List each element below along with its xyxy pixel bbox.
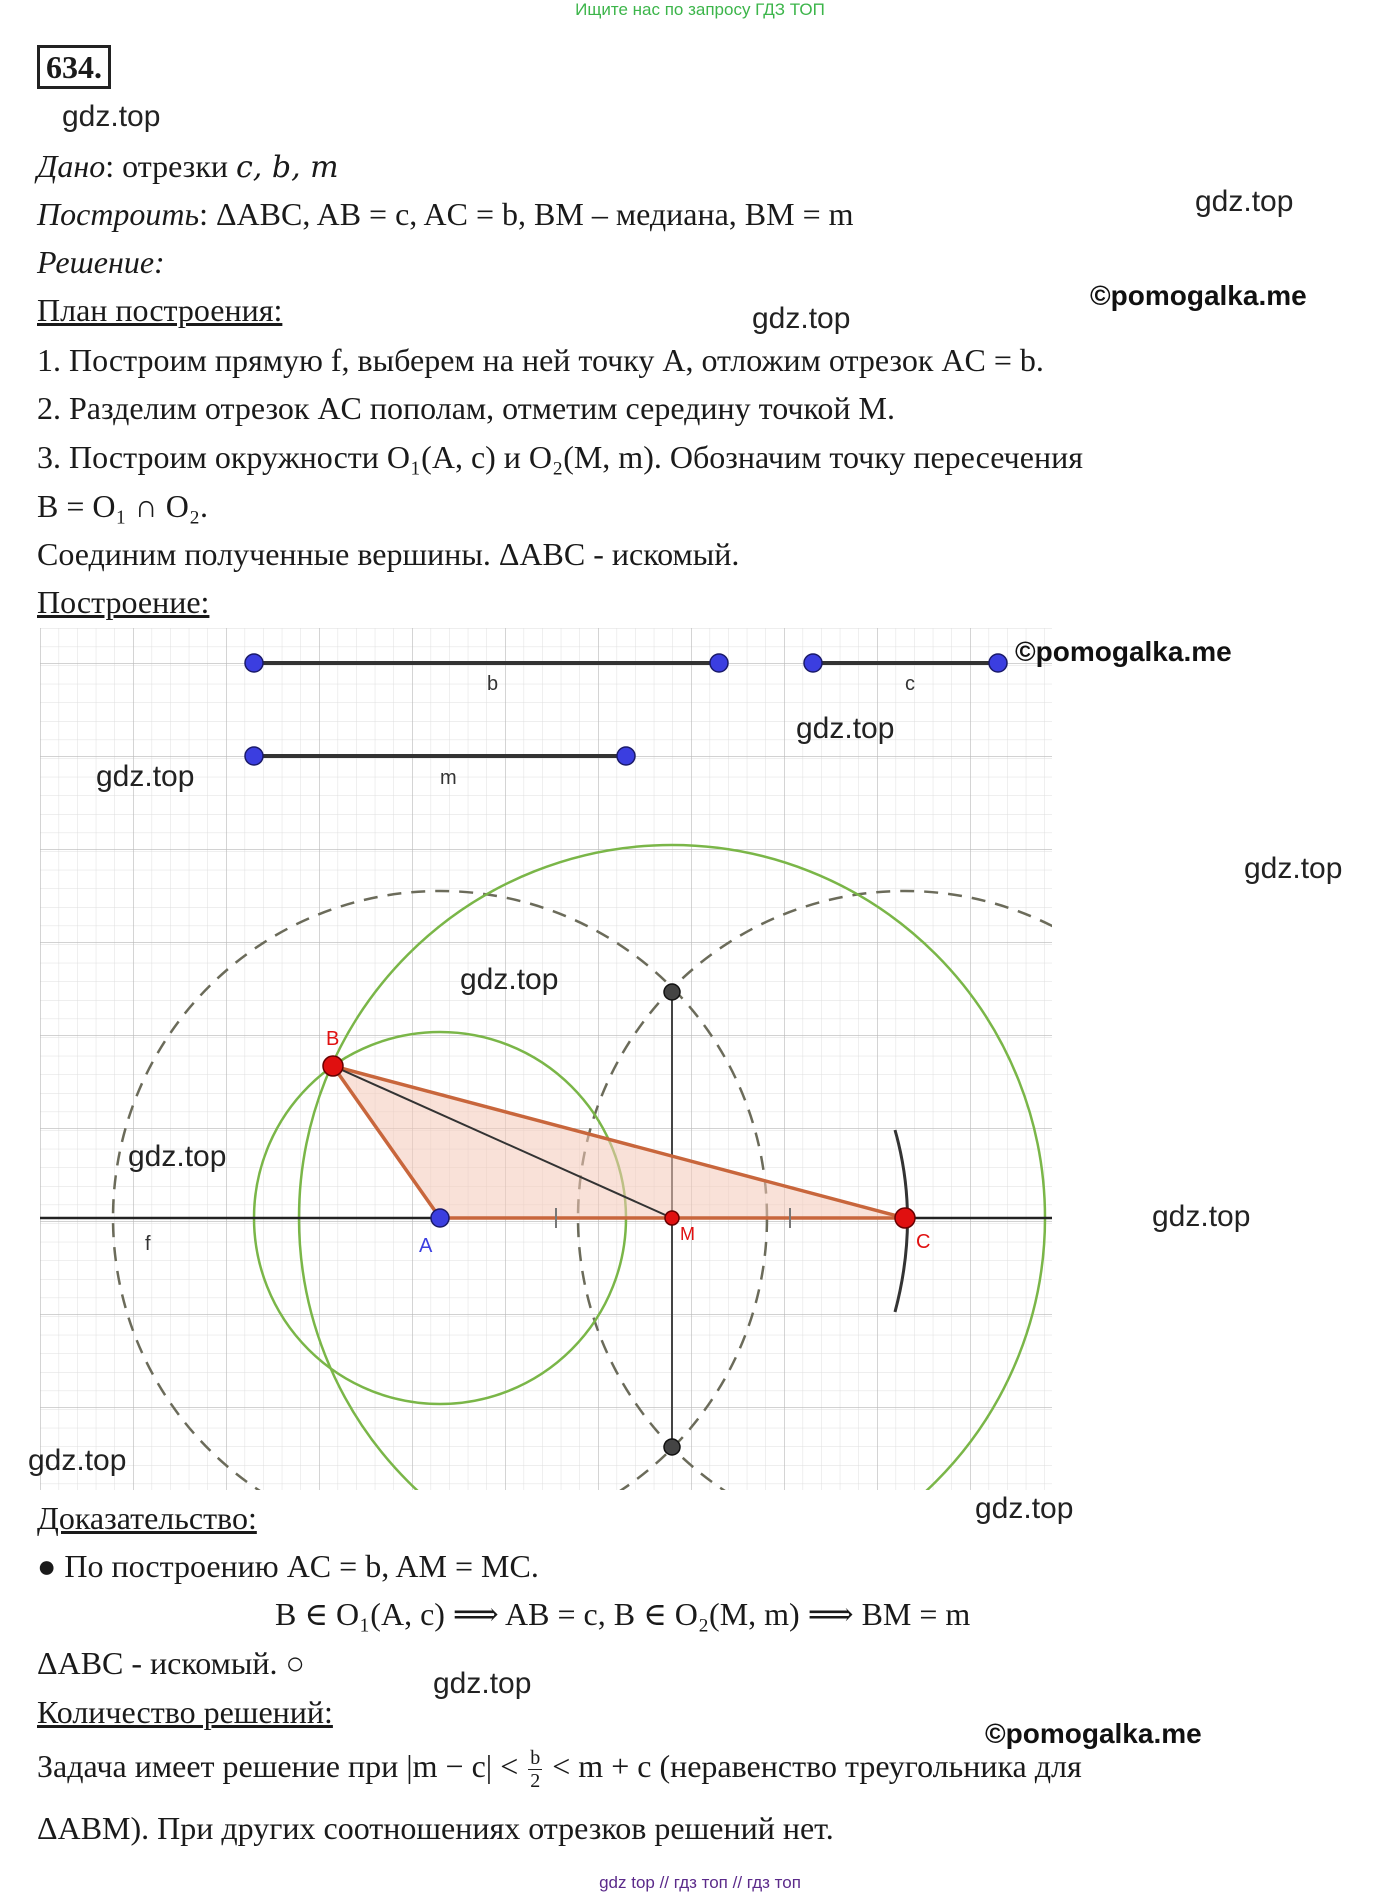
fraction: $\frac{b}{2}$ — [530, 1747, 541, 1793]
segment-m-label: m — [440, 767, 457, 789]
point-c-label: C — [916, 1231, 931, 1253]
point-m-label: M — [680, 1224, 695, 1244]
watermark: gdz.top — [96, 760, 195, 793]
construction-figure — [0, 620, 1400, 1490]
watermark: gdz.top — [1152, 1200, 1251, 1233]
point-b — [323, 1056, 343, 1076]
problem-number: 634. — [37, 45, 111, 89]
segment-endpoint — [245, 747, 263, 765]
construct-line — [37, 194, 854, 234]
segment-c-label: c — [905, 673, 915, 695]
proof-line: ΔABC - искомый. ○ — [37, 1645, 305, 1681]
point-a — [431, 1209, 449, 1227]
plan-step: 3. Построим окружности O₁(A, c) и O₂(M, m). Обозначим точку пересечения — [37, 439, 1083, 475]
count-line: ΔABM). При других соотношениях отрезков решений нет. — [37, 1810, 834, 1846]
point-c — [895, 1208, 915, 1228]
plan-heading: План построения: — [37, 292, 283, 328]
count-line-post: < m + c (неравенство треугольника для — [552, 1748, 1082, 1784]
footer: gdz top // гдз топ // гдз топ — [599, 1873, 801, 1892]
given-math: c, b, m — [235, 150, 339, 185]
watermark: gdz.top — [28, 1444, 127, 1477]
plan-step: B = O₁ ∩ O₂. — [37, 488, 209, 524]
plan-step: 2. Разделим отрезок AC пополам, отметим середину точкой M. — [37, 390, 895, 426]
segment-endpoint — [245, 654, 263, 672]
point-m — [665, 1211, 679, 1225]
given-text: : отрезки — [105, 148, 236, 184]
watermark: gdz.top — [62, 100, 161, 133]
watermark: gdz.top — [975, 1492, 1074, 1525]
plan-step: 1. Построим прямую f, выберем на ней точку A, отложим отрезок AC = b. — [37, 342, 1044, 378]
watermark: gdz.top — [460, 963, 559, 996]
solution-label: Решение: — [37, 244, 165, 280]
watermark: gdz.top — [752, 302, 851, 335]
bisector-point — [664, 1439, 680, 1455]
given-line — [37, 146, 339, 188]
segment-endpoint — [710, 654, 728, 672]
construction-heading: Построение: — [37, 584, 210, 620]
copyright-watermark: ©pomogalka.me — [1090, 280, 1307, 311]
given-label: Дано — [37, 148, 106, 184]
segment-endpoint — [617, 747, 635, 765]
copyright-watermark: ©pomogalka.me — [985, 1718, 1202, 1749]
watermark: gdz.top — [1244, 852, 1343, 885]
proof-line: ● По построению AC = b, AM = MC. — [37, 1548, 539, 1584]
line-f-label: f — [145, 1233, 151, 1255]
count-heading: Количество решений: — [37, 1694, 333, 1730]
watermark: gdz.top — [1195, 185, 1294, 218]
construct-label: Построить — [37, 196, 200, 232]
proof-line: B ∈ O₁(A, c) ⟹ AB = c, B ∈ O₂(M, m) ⟹ BM = m — [275, 1596, 971, 1632]
plan-step: Соединим полученные вершины. ΔABC - искомый. — [37, 536, 740, 572]
segment-endpoint — [804, 654, 822, 672]
copyright-watermark: ©pomogalka.me — [1015, 636, 1232, 667]
watermark: gdz.top — [128, 1140, 227, 1173]
count-line-pre: Задача имеет решение при |m − c| < — [37, 1748, 519, 1784]
proof-heading: Доказательство: — [37, 1500, 257, 1536]
watermark: gdz.top — [433, 1667, 532, 1700]
bisector-point — [664, 984, 680, 1000]
watermark: gdz.top — [796, 712, 895, 745]
count-line — [37, 1746, 1082, 1792]
segment-b-label: b — [487, 673, 499, 695]
segment-endpoint — [989, 654, 1007, 672]
point-a-label: A — [419, 1235, 433, 1257]
construct-text: : ΔABC, AB = c, AC = b, BM – медиана, BM = m — [199, 196, 854, 232]
top-banner: Ищите нас по запросу ГДЗ ТОП — [575, 0, 825, 19]
point-b-label: B — [326, 1028, 340, 1050]
